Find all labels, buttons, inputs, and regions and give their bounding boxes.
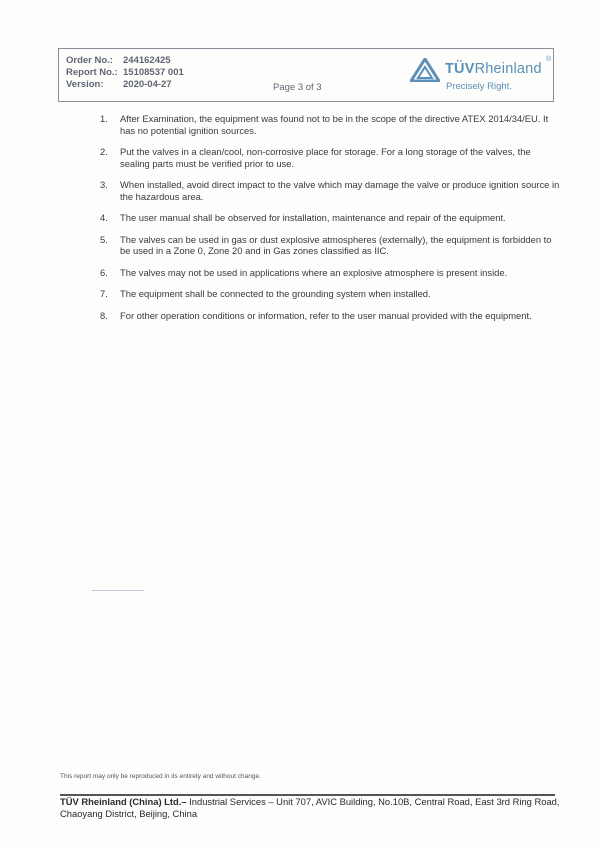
condition-number: 7. bbox=[100, 288, 108, 299]
condition-number: 8. bbox=[100, 309, 108, 321]
report-row bbox=[66, 67, 184, 79]
page-number: Page 3 of 3 bbox=[273, 82, 322, 93]
condition-item bbox=[96, 113, 562, 136]
condition-number: 3. bbox=[100, 179, 108, 190]
version-label: Version: bbox=[66, 79, 104, 90]
condition-number: 6. bbox=[100, 266, 108, 278]
condition-text: The valves may not be used in applications where an explosive atmosphere is present inside. bbox=[120, 266, 508, 278]
condition-text: After Examination, the equipment was found not to be in the scope of the directive ATEX 2014/34/EU. It has no potential ignition sources. bbox=[120, 113, 549, 136]
logo-slogan: Precisely Right. bbox=[446, 81, 512, 92]
divider bbox=[92, 590, 144, 591]
condition-text: When installed, avoid direct impact to the valve which may damage the valve or produce ignition source in the hazardous area. bbox=[120, 179, 560, 202]
condition-text: For other operation conditions or information, refer to the user manual provided with the equipment. bbox=[120, 309, 532, 321]
condition-item bbox=[96, 146, 562, 169]
report-header bbox=[58, 48, 554, 102]
footer-company: TÜV Rheinland (China) Ltd.– bbox=[60, 796, 187, 807]
triangle-logo-icon bbox=[410, 58, 440, 82]
condition-number: 4. bbox=[100, 212, 108, 223]
condition-item bbox=[96, 212, 562, 224]
version-row bbox=[66, 79, 184, 91]
condition-number: 5. bbox=[100, 233, 108, 245]
footer-address bbox=[60, 796, 565, 820]
condition-text: The user manual shall be observed for installation, maintenance and repair of the equipment. bbox=[120, 212, 506, 223]
version-value: 2020-04-27 bbox=[123, 79, 172, 90]
registered-mark: ® bbox=[546, 56, 552, 63]
condition-item bbox=[96, 288, 562, 300]
order-label: Order No.: bbox=[66, 55, 113, 66]
tuv-logo bbox=[408, 53, 553, 97]
report-value: 15108537 001 bbox=[123, 67, 184, 78]
condition-number: 2. bbox=[100, 146, 108, 157]
logo-brand-bold: TÜV bbox=[445, 61, 475, 77]
reproduction-note: This report may only be reproduced in its entirety and without change. bbox=[60, 773, 261, 780]
condition-text: Put the valves in a clean/cool, non-corrosive place for storage. For a long storage of the valves, the sealing parts must be verified prior to use. bbox=[120, 146, 531, 169]
condition-item bbox=[96, 234, 562, 257]
order-row bbox=[66, 55, 184, 67]
condition-item bbox=[96, 179, 562, 202]
logo-brand bbox=[445, 61, 542, 77]
condition-text: The equipment shall be connected to the grounding system when installed. bbox=[120, 288, 431, 299]
conditions-list bbox=[96, 113, 562, 321]
condition-item bbox=[96, 310, 562, 322]
condition-text: The valves can be used in gas or dust explosive atmospheres (externally), the equipment is forbidden to be used in a Zone 0, Zone 20 and in Gas zones classified as IIC. bbox=[120, 233, 552, 256]
condition-number: 1. bbox=[100, 113, 108, 124]
report-label: Report No.: bbox=[66, 67, 118, 78]
order-value: 244162425 bbox=[123, 55, 171, 66]
condition-item bbox=[96, 267, 562, 279]
logo-brand-rest: Rheinland bbox=[474, 61, 542, 77]
footer-address-text: Industrial Services – Unit 707, AVIC Building, No.10B, Central Road, East 3rd Ring Road, Chaoyang District, Beijing, China bbox=[60, 796, 560, 819]
report-meta bbox=[66, 55, 184, 91]
